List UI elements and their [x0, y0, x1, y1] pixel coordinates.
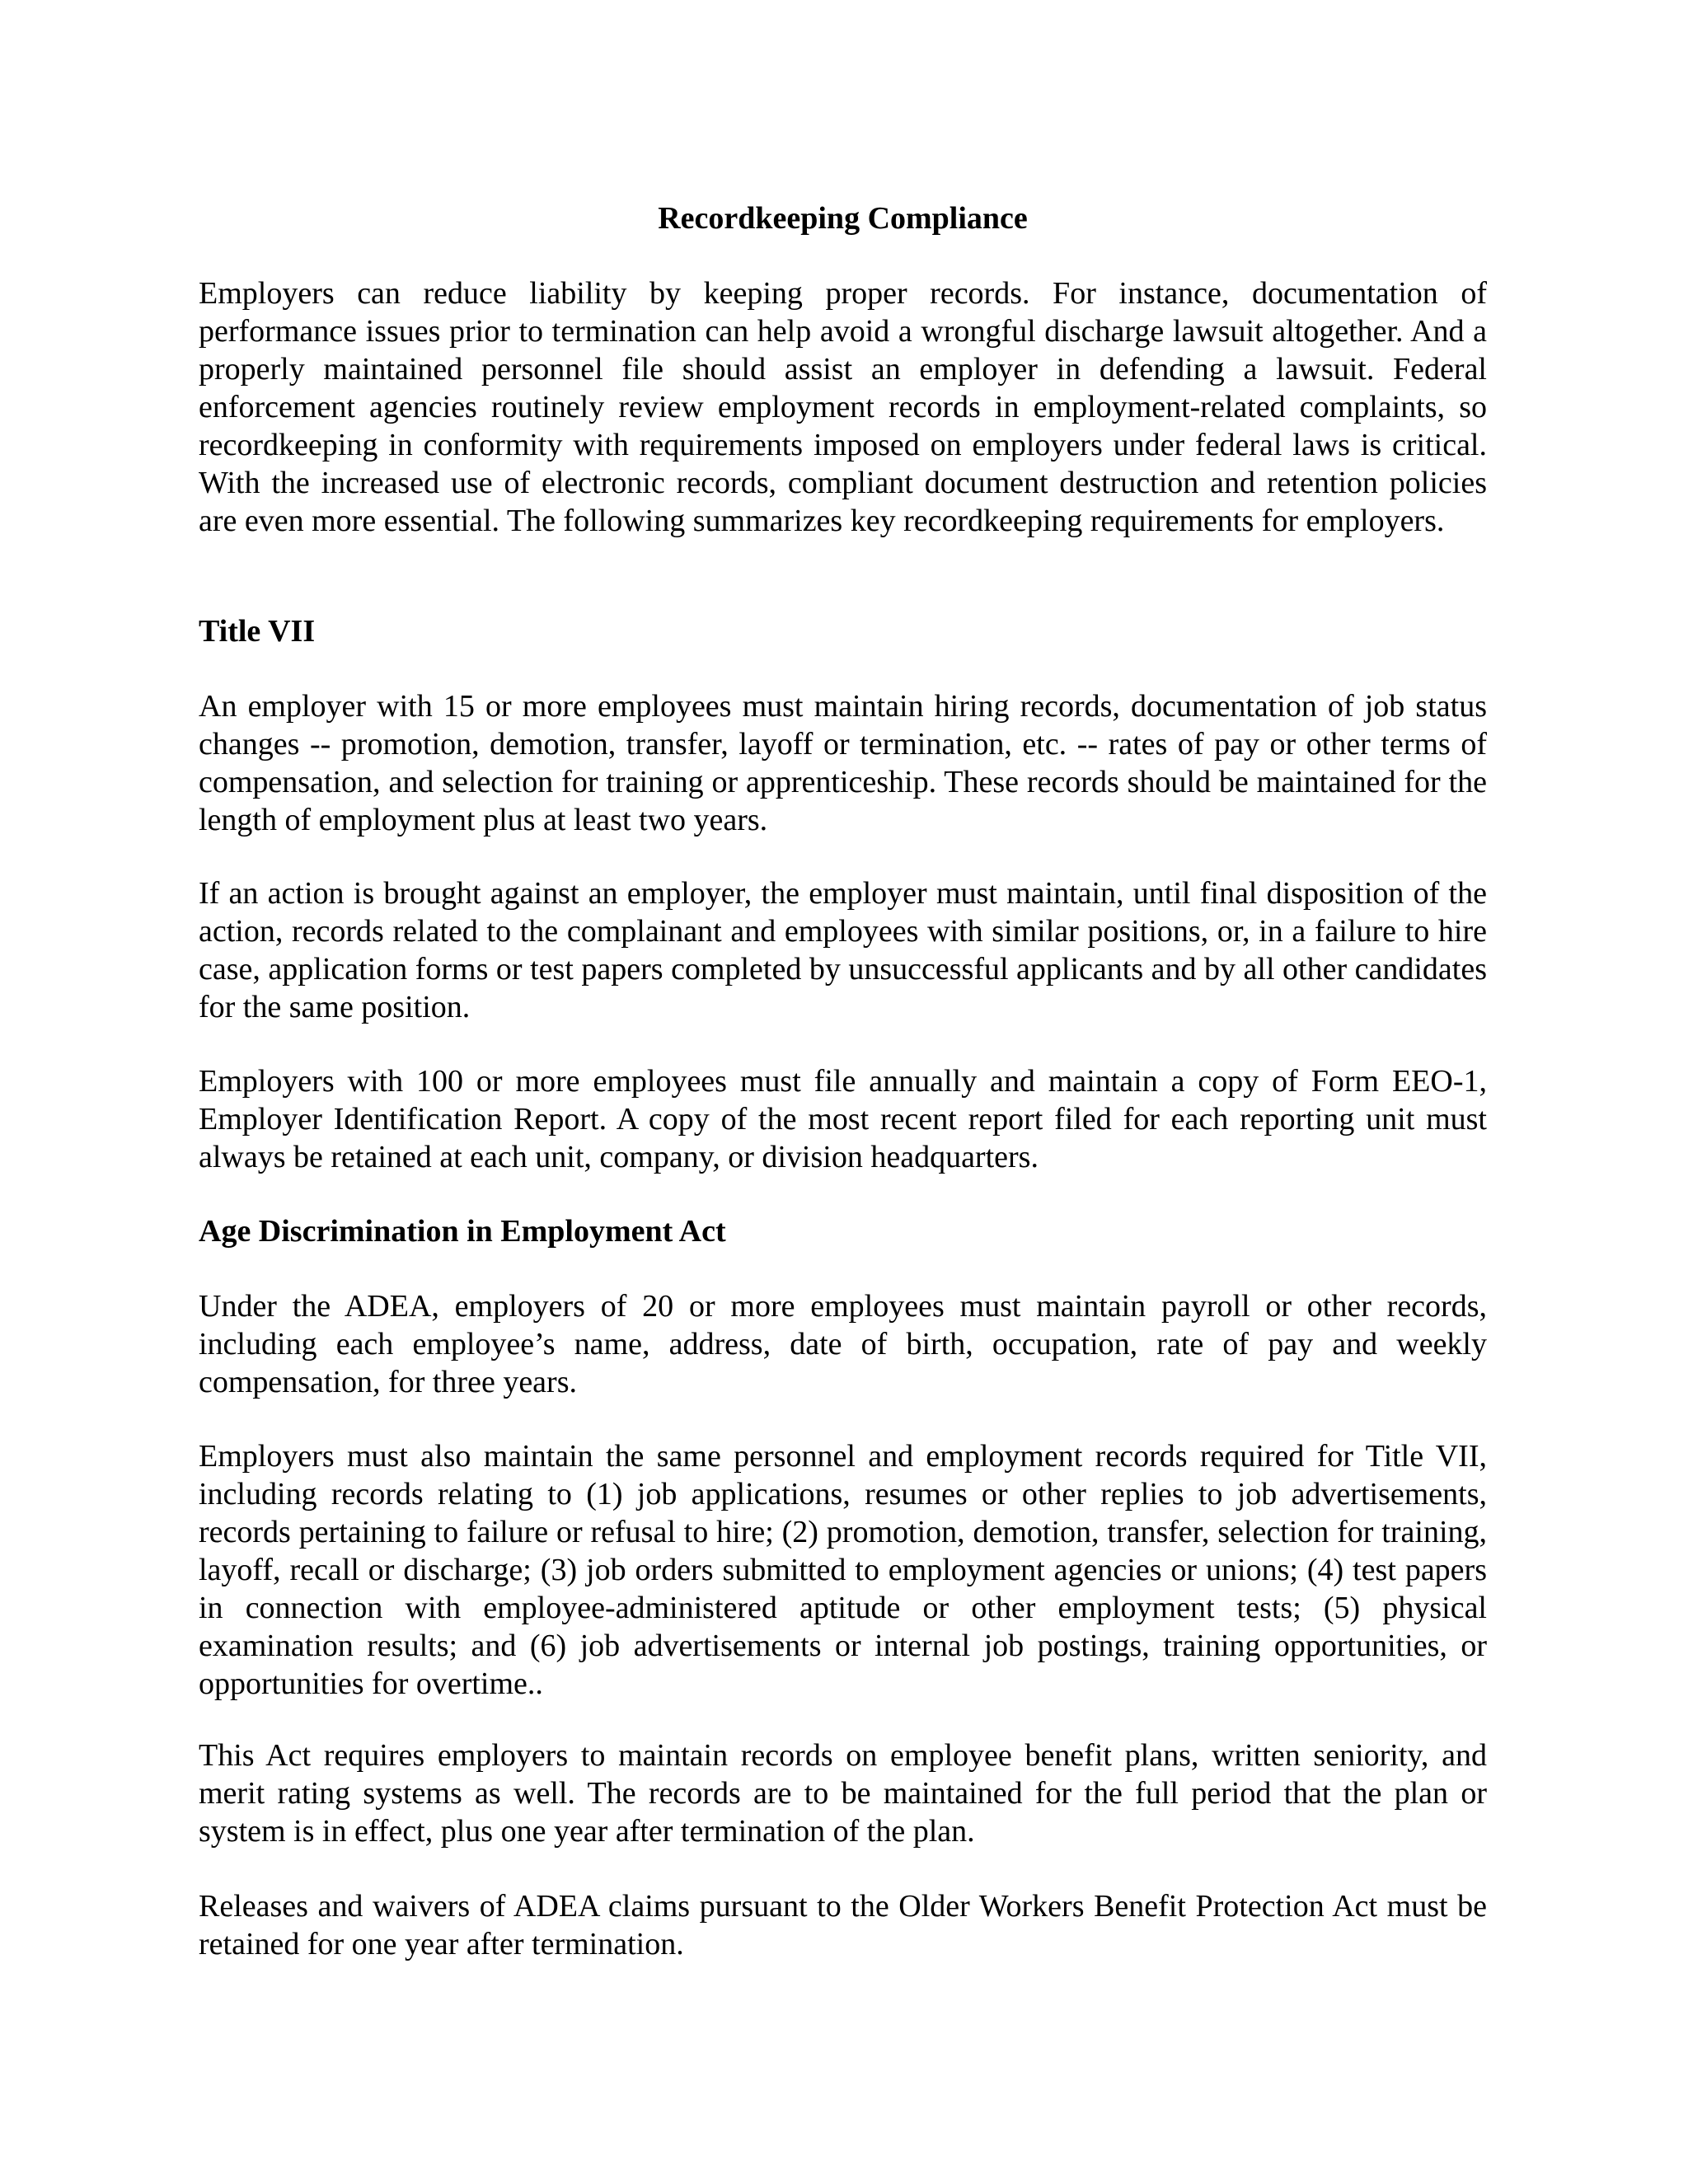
adea-paragraph-2: Employers must also maintain the same personnel and employment records required for Title VII, including records relating to (1) job applications, resumes or other replies to job advertisements, records pertaining to failure or refusal to hire; (2) promotion, demotion, transfer, selection for training, layoff, recall or discharge; (3) job orders submitted to employment agencies or unions; (4) test papers in connection with employee-administered aptitude or other employment tests; (5) physical examination results; and (6) job advertisements or internal job postings, training opportunities, or opportunities for overtime..: [199, 1439, 1487, 1701]
adea-paragraph-3: This Act requires employers to maintain records on employee benefit plans, written seniority, and merit rating systems as well. The records are to be maintained for the full period that the plan or system is in effect, plus one year after termination of the plan.: [199, 1738, 1487, 1849]
section-heading-adea: Age Discrimination in Employment Act: [199, 1214, 726, 1249]
title-vii-paragraph-2: If an action is brought against an employer, the employer must maintain, until final disposition of the action, records related to the complainant and employees with similar positions, or, in a failure to hire case, application forms or test papers completed by unsuccessful applicants and by all other candidates for the same position.: [199, 876, 1487, 1024]
adea-paragraph-1: Under the ADEA, employers of 20 or more employees must maintain payroll or other records, including each employee’s name, address, date of birth, occupation, rate of pay and weekly compensation, for three years.: [199, 1289, 1487, 1399]
title-vii-paragraph-3: Employers with 100 or more employees must file annually and maintain a copy of Form EEO-1, Employer Identification Report. A copy of the most recent report filed for each reporting unit must always be retained at each unit, company, or division headquarters.: [199, 1064, 1487, 1174]
intro-paragraph: Employers can reduce liability by keeping proper records. For instance, documentation of performance issues prior to termination can help avoid a wrongful discharge lawsuit altogether. And a properly maintained personnel file should assist an employer in defending a lawsuit. Federal enforcement agencies routinely review employment records in employment-related complaints, so recordkeeping in conformity with requirements imposed on employers under federal laws is critical. With the increased use of electronic records, compliant document destruction and retention policies are even more essential. The following summarizes key recordkeeping requirements for employers.: [199, 276, 1487, 538]
adea-paragraph-4: Releases and waivers of ADEA claims pursuant to the Older Workers Benefit Protection Act must be retained for one year after termination.: [199, 1889, 1487, 1961]
document-title: Recordkeeping Compliance: [658, 201, 1028, 236]
section-heading-title-vii: Title VII: [199, 614, 316, 649]
title-vii-paragraph-1: An employer with 15 or more employees must maintain hiring records, documentation of job status changes -- promotion, demotion, transfer, layoff or termination, etc. -- rates of pay or other terms of compensation, and selection for training or apprenticeship. These records should be maintained for the length of employment plus at least two years.: [199, 689, 1487, 837]
